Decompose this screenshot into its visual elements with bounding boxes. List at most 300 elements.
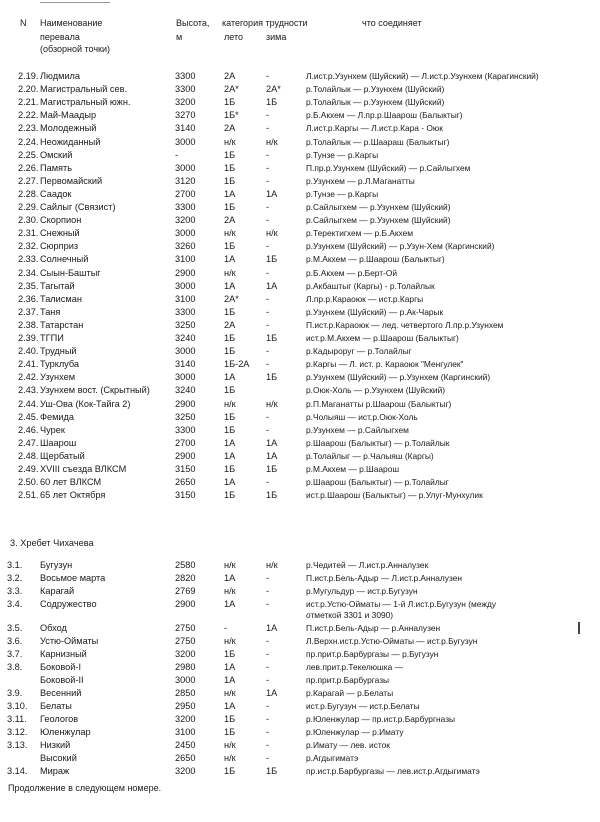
summer-category: 1Б xyxy=(224,727,236,737)
pass-height: 2820 xyxy=(175,573,196,583)
winter-category: 1А xyxy=(266,437,278,448)
summer-category: 1Б xyxy=(224,714,236,724)
connects-text: р.Кадыроруг — р.Толайлыг xyxy=(306,346,412,357)
pass-number: 2.43. xyxy=(18,385,39,396)
pass-height: - xyxy=(175,149,179,160)
winter-category: - xyxy=(266,714,270,724)
winter-category: - xyxy=(266,123,270,134)
pass-height: 3150 xyxy=(175,464,196,474)
pass-name: Щербатый xyxy=(40,450,85,461)
pass-number: 2.49. xyxy=(18,464,39,474)
summer-category: 1Б xyxy=(224,241,236,252)
winter-category: 1А xyxy=(266,623,278,633)
pass-name: Тагытай xyxy=(40,280,75,291)
summer-category: н/к xyxy=(224,586,236,596)
table-row xyxy=(0,635,600,648)
table-row xyxy=(0,201,600,214)
pass-name: Май-Маадыр xyxy=(40,110,97,121)
connects-text: р.Шаарош (Балыктыг) — р.Толайлык xyxy=(306,437,450,448)
pass-height: 3300 xyxy=(175,84,196,95)
table-row xyxy=(0,358,600,371)
pass-name: Узунхем xyxy=(40,372,76,383)
pass-name: Карагай xyxy=(40,586,75,596)
summer-category: н/к xyxy=(224,267,236,278)
pass-name: Людмила xyxy=(40,71,80,81)
winter-category: - xyxy=(266,701,270,711)
summer-category: 1Б-2А xyxy=(224,359,250,370)
pass-number: 2.32. xyxy=(18,241,39,252)
table-row xyxy=(0,96,600,109)
summer-category: 1Б xyxy=(224,202,236,212)
winter-category: 1Б xyxy=(266,464,278,474)
pass-height: 3200 xyxy=(175,766,196,776)
pass-number: 2.36. xyxy=(18,293,39,304)
table-row xyxy=(0,83,600,96)
connects-text: ист.р.М.Акхем — р.Шаарош (Балыктыг) xyxy=(306,333,459,343)
pass-number: 3.10. xyxy=(7,701,28,711)
pass-number: 2.31. xyxy=(18,228,39,239)
summer-category: 1Б xyxy=(224,162,236,173)
pass-height: 2750 xyxy=(175,623,196,633)
pass-height: 2900 xyxy=(175,599,196,609)
table-row xyxy=(0,122,600,135)
table-row xyxy=(0,293,600,306)
pass-height: 3100 xyxy=(175,727,196,737)
winter-category: н/к xyxy=(266,228,278,239)
table-row xyxy=(0,240,600,253)
table-row xyxy=(0,227,600,240)
summer-category: 1Б xyxy=(224,149,236,160)
summer-category: н/к xyxy=(224,560,236,570)
connects-text: р.Сайлыгхем — р.Узунхем (Шуйский) xyxy=(306,202,451,212)
summer-category: 2А xyxy=(224,215,236,226)
table-row xyxy=(0,345,600,358)
summer-category: 1А xyxy=(224,280,236,291)
winter-category: 1Б xyxy=(266,254,278,265)
pass-number: 2.45. xyxy=(18,411,39,422)
summer-category: 1Б xyxy=(224,411,236,422)
pass-name: Трудный xyxy=(40,346,77,357)
pass-number: 2.29. xyxy=(18,202,39,212)
connects-text: р.Толайлык — р.Шаараш (Балыктыг) xyxy=(306,136,450,147)
pass-number: 2.44. xyxy=(18,398,39,409)
summer-category: 1А xyxy=(224,450,236,461)
table-row xyxy=(0,437,600,450)
connects-text: р.Оюк-Холь — р.Узунхем (Шуйский) xyxy=(306,385,446,396)
winter-category: - xyxy=(266,71,270,81)
summer-category: 1А xyxy=(224,573,236,583)
pass-height: 3240 xyxy=(175,333,196,343)
connects-text: р.Сайлыгхем — р.Узунхем (Шуйский) xyxy=(306,215,451,226)
summer-category: 1А xyxy=(224,437,236,448)
winter-category: - xyxy=(266,306,270,317)
connects-text: р.М.Акхем — р.Шаарош (Балыктыг) xyxy=(306,254,445,265)
pass-height: 3000 xyxy=(175,346,196,357)
table-row xyxy=(0,609,600,622)
winter-category: - xyxy=(266,675,270,685)
table-row xyxy=(0,661,600,674)
pass-height: 2900 xyxy=(175,450,196,461)
pass-number: 2.51. xyxy=(18,490,39,501)
pass-height: 3000 xyxy=(175,675,196,685)
winter-category: 1А xyxy=(266,450,278,461)
connects-text: р.Мугульдур — ист.р.Бугузун xyxy=(306,586,418,596)
pass-height: 3250 xyxy=(175,319,196,330)
summer-category: 1Б xyxy=(224,766,236,776)
winter-category: - xyxy=(266,727,270,737)
pass-name: Уш-Ова (Кок-Тайга 2) xyxy=(40,398,131,409)
summer-category: 2А xyxy=(224,123,236,134)
table-row xyxy=(0,476,600,489)
pass-height: 3000 xyxy=(175,136,196,147)
pass-height: 2650 xyxy=(175,477,196,488)
pass-name: Весенний xyxy=(40,688,82,698)
pass-height: 3200 xyxy=(175,649,196,659)
winter-category: - xyxy=(266,162,270,173)
pass-number: 3.9. xyxy=(7,688,23,698)
winter-category: н/к xyxy=(266,560,278,570)
pass-number: 2.33. xyxy=(18,254,39,265)
pass-height: 2700 xyxy=(175,437,196,448)
connects-text: р.Акбаштыг (Каргы) - р.Толайлык xyxy=(306,280,435,291)
pass-name: Бугузун xyxy=(40,560,73,570)
pass-height: 2980 xyxy=(175,662,196,672)
summer-category: н/к xyxy=(224,136,236,147)
summer-category: - xyxy=(224,623,228,633)
connects-text: р.Толайлык — р.Узунхем (Шуйский) xyxy=(306,84,445,95)
table-row xyxy=(0,489,600,502)
winter-category: - xyxy=(266,149,270,160)
summer-category: 1А xyxy=(224,254,236,265)
pass-name: Скорпион xyxy=(40,215,82,226)
summer-category: 1Б xyxy=(224,490,236,501)
winter-category: - xyxy=(266,293,270,304)
pass-number: 2.26. xyxy=(18,162,39,173)
table-row xyxy=(0,175,600,188)
pass-name: Высокий xyxy=(40,753,77,763)
connects-text: р.Узунхем (Шуйский) — р.Узун-Хем (Каргинский) xyxy=(306,241,495,252)
summer-category: н/к xyxy=(224,228,236,239)
winter-category: 1Б xyxy=(266,97,278,108)
table-row xyxy=(0,765,600,778)
pass-height: 3120 xyxy=(175,175,196,186)
table-row xyxy=(0,572,600,585)
pass-name: Боковой-II xyxy=(40,675,84,685)
pass-height: 3200 xyxy=(175,215,196,226)
pass-name: Память xyxy=(40,162,72,173)
pass-height: 3000 xyxy=(175,162,196,173)
connects-text: р.Шаарош (Балыктыг) — р.Толайлыг xyxy=(306,477,449,488)
table-row xyxy=(0,280,600,293)
pass-number: 2.46. xyxy=(18,424,39,435)
summer-category: 1Б xyxy=(224,306,236,317)
winter-category: - xyxy=(266,477,270,488)
connects-text: Л.Верхн.ист.р.Устю-Ойматы — ист.р.Бугузун xyxy=(306,636,478,646)
pass-number: 2.21. xyxy=(18,97,39,108)
table-row xyxy=(0,648,600,661)
pass-number: 3.12. xyxy=(7,727,28,737)
pass-number: 2.38. xyxy=(18,319,39,330)
pass-height: 3150 xyxy=(175,490,196,501)
pass-height: 3300 xyxy=(175,71,196,81)
winter-category: - xyxy=(266,346,270,357)
winter-category: - xyxy=(266,753,270,763)
connects-text: р.Юленжулар — р.Имату xyxy=(306,727,404,737)
winter-category: 1А xyxy=(266,188,278,199)
connects-text: П.ист.р.Караоюк — лед. четвертого Л.пр.р.Узунхем xyxy=(306,319,504,330)
pass-number: 3.14. xyxy=(7,766,28,776)
connects-text: пр.прит.р.Барбургазы — р.Бугузун xyxy=(306,649,439,659)
table-row xyxy=(0,332,600,345)
pass-number: 3.4. xyxy=(7,599,23,609)
summer-category: н/к xyxy=(224,753,236,763)
connects-text: П.ист.р.Бель-Адыр — р.Анналузен xyxy=(306,623,441,633)
connects-text: П.ист.р.Бель-Адыр — Л.ист.р.Анналузен xyxy=(306,573,463,583)
pass-height: 3270 xyxy=(175,110,196,121)
pass-name: Обход xyxy=(40,623,67,633)
pass-number: 3.7. xyxy=(7,649,23,659)
summer-category: 1А xyxy=(224,662,236,672)
pass-height: 3300 xyxy=(175,306,196,317)
winter-category: - xyxy=(266,319,270,330)
summer-category: 1Б xyxy=(224,649,236,659)
pass-height: 3300 xyxy=(175,424,196,435)
summer-category: 1А xyxy=(224,675,236,685)
pass-number: 2.35. xyxy=(18,280,39,291)
winter-category: - xyxy=(266,215,270,226)
connects-text: р.Б.Акхем — Л.пр.р.Шаарош (Балыктыг) xyxy=(306,110,463,121)
pass-height: 2950 xyxy=(175,701,196,711)
pass-height: 3260 xyxy=(175,241,196,252)
table-row xyxy=(0,214,600,227)
winter-category: - xyxy=(266,241,270,252)
header-height-line-1: Высота, xyxy=(176,18,210,28)
winter-category: н/к xyxy=(266,398,278,409)
connects-text: р.Узунхем — р.Сайлыгхем xyxy=(306,424,409,435)
summer-category: н/к xyxy=(224,740,236,750)
pass-height: 3200 xyxy=(175,97,196,108)
connects-text: р.Толайлык — р.Узунхем (Шуйский) xyxy=(306,97,445,108)
summer-category: 2А* xyxy=(224,84,239,95)
connects-text: р.Чолыяш — ист.р.Оюк-Холь xyxy=(306,411,418,422)
pass-name: Геологов xyxy=(40,714,79,724)
pass-name: Чурек xyxy=(40,424,65,435)
table-row xyxy=(0,713,600,726)
summer-category: н/к xyxy=(224,398,236,409)
table-row xyxy=(0,109,600,122)
winter-category: - xyxy=(266,202,270,212)
winter-category: 1Б xyxy=(266,372,278,383)
winter-category: 1А xyxy=(266,688,278,698)
pass-number: 3.11. xyxy=(7,714,27,724)
pass-name: Сыын-Баштыг xyxy=(40,267,101,278)
pass-number: 2.47. xyxy=(18,437,39,448)
table-row xyxy=(0,253,600,266)
section-3-title: 3. Хребет Чихачева xyxy=(10,538,94,548)
connects-text: р.М.Акхем — р.Шаарош xyxy=(306,464,400,474)
table-row xyxy=(0,188,600,201)
pass-number: 3.3. xyxy=(7,586,23,596)
pass-name: Содружество xyxy=(40,599,97,609)
table-row xyxy=(0,424,600,437)
connects-text: Л.ист.р.Каргы — Л.ист.р.Кара - Оюк xyxy=(306,123,443,134)
scan-mark-top xyxy=(40,2,110,3)
winter-category: - xyxy=(266,424,270,435)
table-row xyxy=(0,306,600,319)
pass-name: ТГПИ xyxy=(40,333,64,343)
header-category: категория трудности xyxy=(222,18,308,28)
pass-name: 65 лет Октября xyxy=(40,490,106,501)
winter-category: 1А xyxy=(266,280,278,291)
table-row xyxy=(0,622,600,635)
pass-number: 3.13. xyxy=(7,740,28,750)
summer-category: 1А xyxy=(224,372,236,383)
summer-category: 1А xyxy=(224,701,236,711)
summer-category: 1Б xyxy=(224,333,236,343)
winter-category: н/к xyxy=(266,136,278,147)
pass-height: 2900 xyxy=(175,267,196,278)
table-row xyxy=(0,319,600,332)
pass-height: 3250 xyxy=(175,411,196,422)
pass-name: Неожиданный xyxy=(40,136,101,147)
connects-text: р.Юленжулар — пр.ист.р.Барбургназы xyxy=(306,714,456,724)
summer-category: 2А* xyxy=(224,293,239,304)
pass-name: Солнечный xyxy=(40,254,89,265)
connects-text: р.Узунхем (Шуйский) — р.Ак-Чарык xyxy=(306,306,444,317)
pass-number: 3.2. xyxy=(7,573,23,583)
pass-number: 2.39. xyxy=(18,333,39,343)
winter-category: 2А* xyxy=(266,84,281,95)
pass-number: 2.24. xyxy=(18,136,39,147)
pass-name: Карнизный xyxy=(40,649,87,659)
table-row xyxy=(0,585,600,598)
pass-height: 3200 xyxy=(175,714,196,724)
pass-name: Фемида xyxy=(40,411,75,422)
pass-height: 3100 xyxy=(175,254,196,265)
pass-height: 2750 xyxy=(175,636,196,646)
connects-text: ист.р.Шаарош (Балыктыг) — р.Улуг-Мунхулик xyxy=(306,490,483,501)
header-name-line-1: Наименование xyxy=(40,18,103,28)
pass-name: Устю-Ойматы xyxy=(40,636,99,646)
pass-name: Шаарош xyxy=(40,437,77,448)
pass-number: 3.1. xyxy=(7,560,23,570)
pass-name: Первомайский xyxy=(40,175,103,186)
connects-text: отметкой 3301 и 3090) xyxy=(306,610,394,620)
winter-category: - xyxy=(266,110,270,121)
summer-category: 1А xyxy=(224,599,236,609)
pass-number: 3.5. xyxy=(7,623,23,633)
table-row xyxy=(0,739,600,752)
pass-height: 2850 xyxy=(175,688,196,698)
winter-category: - xyxy=(266,411,270,422)
winter-category: 1Б xyxy=(266,333,278,343)
pass-name: Узунхем вост. (Скрытный) xyxy=(40,385,150,396)
connects-text: пр.прит.р.Барбургазы xyxy=(306,675,390,685)
connects-text: р.Карагай — р.Белаты xyxy=(306,688,394,698)
pass-height: 2650 xyxy=(175,753,196,763)
connects-text: р.Тунзе — р.Каргы xyxy=(306,188,379,199)
pass-number: 2.20. xyxy=(18,84,39,95)
connects-text: пр.ист.р.Барбургазы — лев.ист.р.Агдыгиматэ xyxy=(306,766,480,776)
pass-number: 2.48. xyxy=(18,450,39,461)
pass-height: 3140 xyxy=(175,359,196,370)
winter-category: - xyxy=(266,359,270,370)
pass-name: Татарстан xyxy=(40,319,84,330)
connects-text: р.Тунзе — р.Каргы xyxy=(306,149,379,160)
pass-number: 2.42. xyxy=(18,372,39,383)
pass-name: XVIII съезда ВЛКСМ xyxy=(40,464,127,474)
header-height-line-2: м xyxy=(176,32,183,42)
connects-text: р.Узунхем — р.Л.Маганатты xyxy=(306,175,415,186)
table-row xyxy=(0,149,600,162)
winter-category: 1Б xyxy=(266,490,278,501)
connects-text: ист.р.Устю-Ойматы — 1-й Л.ист.р.Бугузун (между xyxy=(306,599,497,609)
pass-number: 2.28. xyxy=(18,188,39,199)
summer-category: 2А xyxy=(224,71,236,81)
pass-number: 2.34. xyxy=(18,267,39,278)
summer-category: 1Б xyxy=(224,464,236,474)
table-row xyxy=(0,70,600,83)
pass-name: Магистральный южн. xyxy=(40,97,131,108)
summer-category: 2А xyxy=(224,319,236,330)
pass-number: 2.41. xyxy=(18,359,39,370)
winter-category: - xyxy=(266,636,270,646)
pass-name: Молодежный xyxy=(40,123,97,134)
summer-category: н/к xyxy=(224,688,236,698)
table-row xyxy=(0,411,600,424)
table-row xyxy=(0,398,600,411)
connects-text: р.Узунхем (Шуйский) — р.Узунхем (Каргинский) xyxy=(306,372,491,383)
pass-name: Турклуба xyxy=(40,359,80,370)
connects-text: лев.прит.р.Текелюшка — xyxy=(306,662,403,672)
pass-name: Белаты xyxy=(40,701,72,711)
table-row xyxy=(0,371,600,384)
pass-height: 2769 xyxy=(175,586,196,596)
connects-text: р.Имату — лев. исток xyxy=(306,740,390,750)
pass-name: Низкий xyxy=(40,740,71,750)
winter-category: - xyxy=(266,175,270,186)
pass-height: 3240 xyxy=(175,385,196,396)
summer-category: 1Б xyxy=(224,385,236,396)
header-n: N xyxy=(20,18,27,28)
pass-name: Снежный xyxy=(40,228,80,239)
pass-name: Таня xyxy=(40,306,61,317)
table-row xyxy=(0,726,600,739)
pass-name: Восьмое марта xyxy=(40,573,106,583)
pass-number: 2.37. xyxy=(18,306,39,317)
table-row xyxy=(0,752,600,765)
connects-text: р.Б.Акхем — р.Берт-Ой xyxy=(306,267,398,278)
winter-category: - xyxy=(266,599,270,609)
summer-category: 1Б xyxy=(224,424,236,435)
pass-name: Омский xyxy=(40,149,73,160)
pass-number: 3.6. xyxy=(7,636,23,646)
winter-category: - xyxy=(266,573,270,583)
connects-text: П.пр.р.Узунхем (Шуйский) — р.Сайлыгхем xyxy=(306,162,471,173)
pass-number: 2.27. xyxy=(18,175,39,186)
pass-name: Сюрприз xyxy=(40,241,79,252)
pass-height: 3000 xyxy=(175,372,196,383)
pass-number: 2.30. xyxy=(18,215,39,226)
summer-category: 1А xyxy=(224,477,236,488)
pass-height: 3000 xyxy=(175,228,196,239)
pass-name: 60 лет ВЛКСМ xyxy=(40,477,102,488)
winter-category: - xyxy=(266,586,270,596)
pass-number: 2.25. xyxy=(18,149,39,160)
winter-category: - xyxy=(266,649,270,659)
pass-name: Талисман xyxy=(40,293,82,304)
pass-number: 2.22. xyxy=(18,110,39,121)
